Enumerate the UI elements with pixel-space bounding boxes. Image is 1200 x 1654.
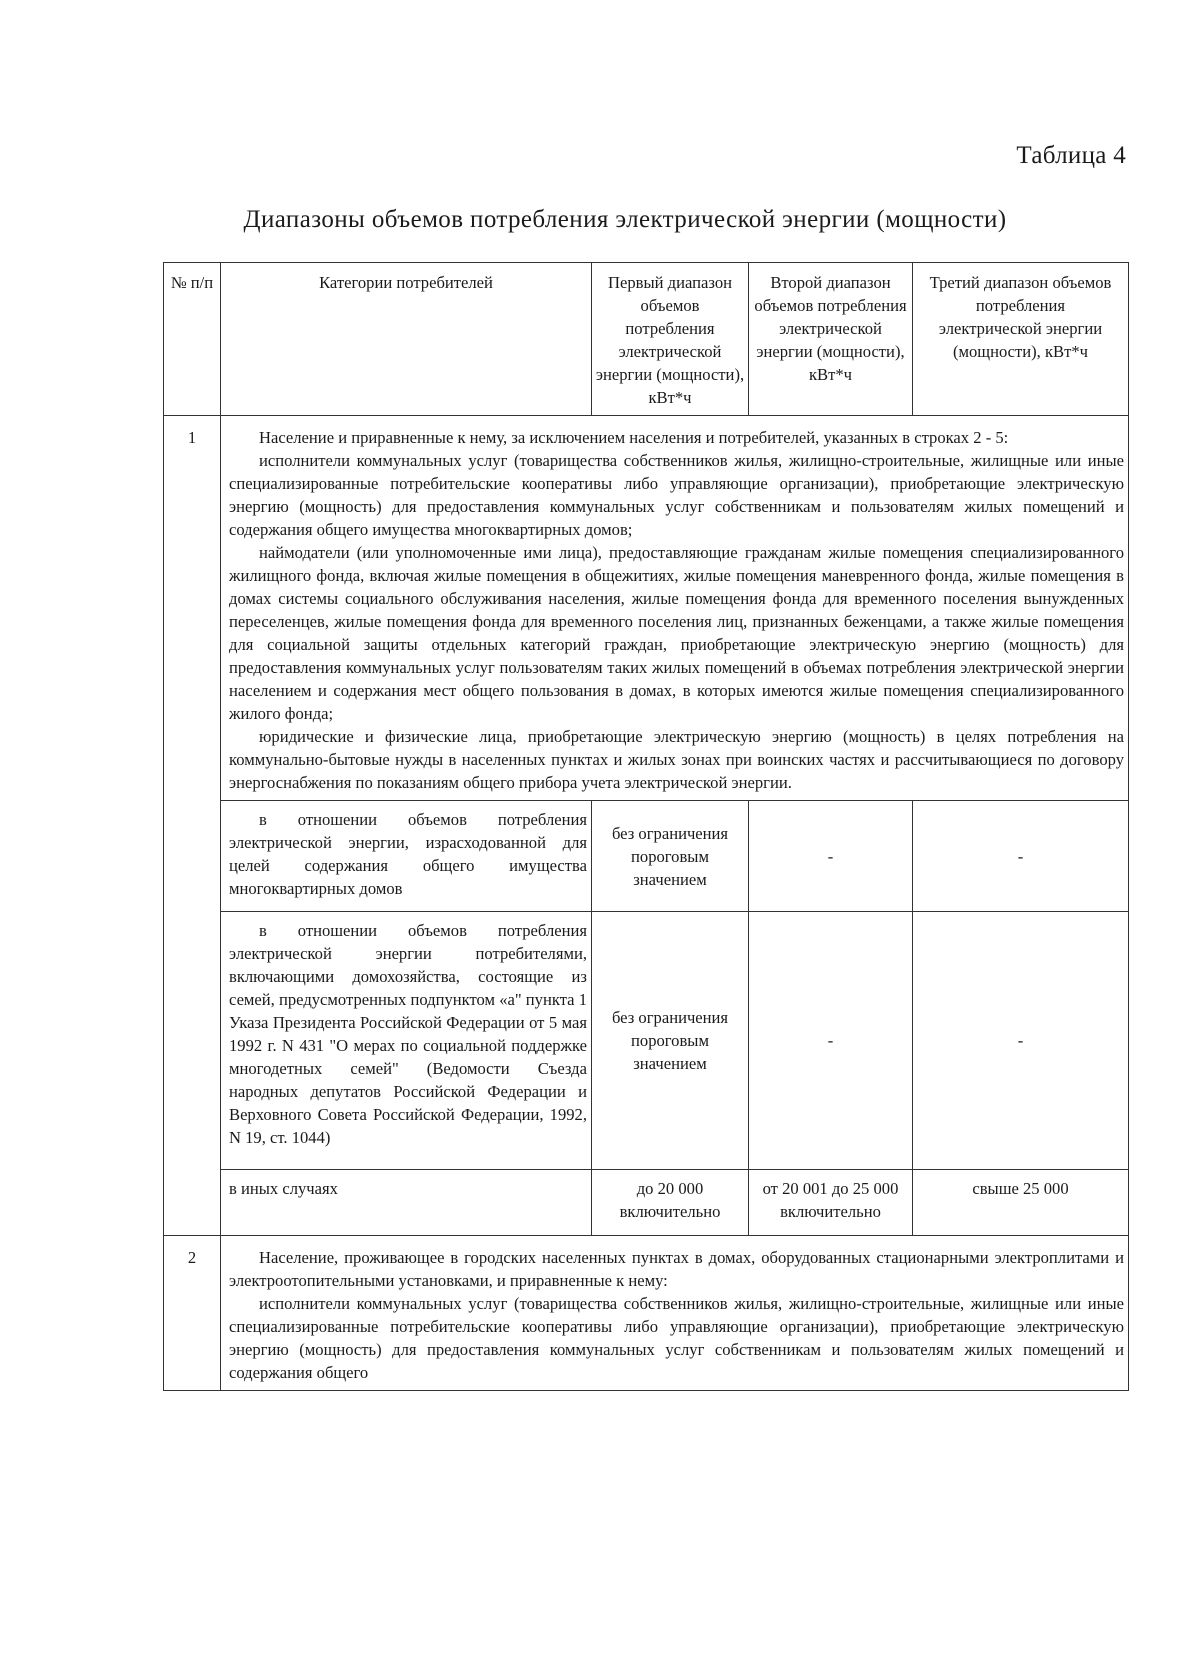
sub-row-range2: - (749, 801, 913, 912)
row-2-paragraph: Население, проживающее в городских населенных пунктах в домах, оборудованных стационарными электроплитами и электроотопительными установками, и приравненные к нему: (229, 1248, 1124, 1290)
table-header-row (164, 263, 1129, 416)
row-2-number: 2 (164, 1236, 221, 1391)
sub-row-range1: до 20 000 включительно (592, 1170, 749, 1236)
table-row-1 (164, 416, 1129, 801)
sub-row-label-text: в отношении объемов потребления электрической энергии потребителями, включающими домохозяйства, состоящие из семей, предусмотренных подпунктом «а" пункта 1 Указа Президента Российской Федерации от 5 мая 1992 г. N 431 "О мерах по социальной поддержке многодетных семей" (Ведомости Съезда народных депутатов Российской Федерации и Верховного Совета Российской Федерации, 1992, N 19, ст. 1044) (229, 921, 587, 1147)
header-range3: Третий диапазон объемов потребления электрической энергии (мощности), кВт*ч (913, 263, 1129, 416)
header-num: № п/п (164, 263, 221, 416)
header-range1: Первый диапазон объемов потребления электрической энергии (мощности), кВт*ч (592, 263, 749, 416)
row-1-paragraph: исполнители коммунальных услуг (товарищества собственников жилья, жилищно-строительные, жилищные или иные специализированные потребительские кооперативы либо управляющие организации), приобретающие электрическую энергию (мощность) для предоставления коммунальных услуг собственникам и пользователям жилых помещений и содержания общего имущества многоквартирных домов; (229, 451, 1124, 539)
row-2-description (221, 1236, 1129, 1391)
sub-row-range1: без ограничения пороговым значением (592, 912, 749, 1170)
sub-row-range3: свыше 25 000 (913, 1170, 1129, 1236)
document-title: Диапазоны объемов потребления электрической энергии (мощности) (243, 206, 1007, 233)
row-1-number: 1 (164, 416, 221, 1236)
row-1-paragraph: юридические и физические лица, приобретающие электрическую энергию (мощность) в целях потребления на коммунально-бытовые нужды в населенных пунктах и жилых зонах при воинских частях и рассчитывающиеся по договору энергоснабжения по показаниям общего прибора учета электрической энергии. (229, 727, 1124, 792)
row-1-paragraph: наймодатели (или уполномоченные ими лица), предоставляющие гражданам жилые помещения специализированного жилищного фонда, включая жилые помещения в общежитиях, жилые помещения маневренного фонда, жилые помещения в домах системы социального обслуживания населения, жилые помещения фонда для временного поселения вынужденных переселенцев, жилые помещения фонда для временного поселения лиц, признанных беженцами, а также жилые помещения для социальной защиты отдельных категорий граждан, приобретающие электрическую энергию (мощность) для предоставления коммунальных услуг пользователям таких жилых помещений в объемах потребления электрической энергии населением и содержания мест общего пользования в домах, в которых имеются жилые помещения специализированного жилого фонда; (229, 543, 1124, 723)
sub-row-label (221, 912, 592, 1170)
consumption-ranges-table (163, 262, 1129, 1391)
row-2-paragraph: исполнители коммунальных услуг (товарищества собственников жилья, жилищно-строительные, жилищные или иные специализированные потребительские кооперативы либо управляющие организации), приобретающие электрическую энергию (мощность) для предоставления коммунальных услуг собственникам и пользователям жилых помещений и содержания общего (229, 1294, 1124, 1382)
table-row-1-sub-3 (164, 1170, 1129, 1236)
sub-row-label-text: в отношении объемов потребления электрической энергии, израсходованной для целей содержания общего имущества многоквартирных домов (229, 810, 587, 898)
sub-row-range1: без ограничения пороговым значением (592, 801, 749, 912)
row-1-description (221, 416, 1129, 801)
row-1-paragraph: Население и приравненные к нему, за исключением населения и потребителей, указанных в строках 2 - 5: (259, 428, 1009, 447)
sub-row-range3: - (913, 912, 1129, 1170)
table-row-1-sub-1 (164, 801, 1129, 912)
table-row-2 (164, 1236, 1129, 1391)
table-row-1-sub-2 (164, 912, 1129, 1170)
sub-row-range2: от 20 001 до 25 000 включительно (749, 1170, 913, 1236)
sub-row-range2: - (749, 912, 913, 1170)
sub-row-label (221, 801, 592, 912)
table-number: Таблица 4 (1016, 142, 1126, 169)
header-range2: Второй диапазон объемов потребления электрической энергии (мощности), кВт*ч (749, 263, 913, 416)
sub-row-range3: - (913, 801, 1129, 912)
sub-row-label: в иных случаях (221, 1170, 592, 1236)
header-category: Категории потребителей (221, 263, 592, 416)
